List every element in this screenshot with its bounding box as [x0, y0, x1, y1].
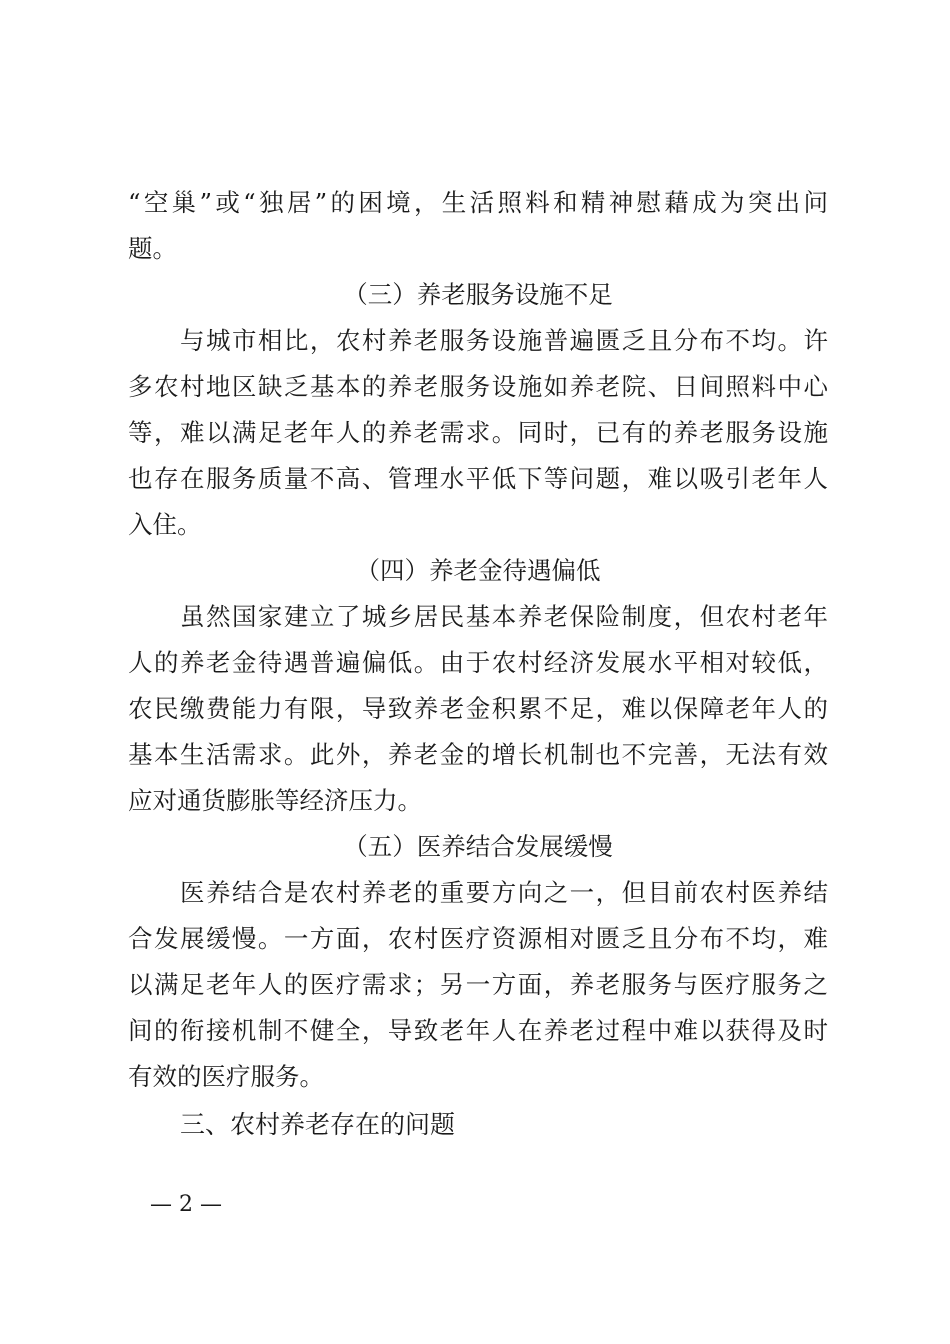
paragraph-line: “空巢”或“独居”的困境，生活照料和精神慰藉成为突出问 — [128, 188, 828, 217]
subheading-section-3: （三）养老服务设施不足 — [343, 280, 613, 309]
section-heading-3: 三、农村养老存在的问题 — [180, 1110, 456, 1139]
paragraph-line: 医养结合是农村养老的重要方向之一，但目前农村医养结 — [180, 878, 828, 907]
paragraph-line: 人的养老金待遇普遍偏低。由于农村经济发展水平相对较低， — [128, 648, 828, 677]
subheading-section-4: （四）养老金待遇偏低 — [355, 556, 601, 585]
paragraph-line: 应对通货膨胀等经济压力。 — [128, 786, 422, 815]
subheading-section-5: （五）医养结合发展缓慢 — [343, 832, 613, 861]
paragraph-line: 入住。 — [128, 510, 202, 539]
paragraph-line: 题。 — [128, 234, 177, 263]
paragraph-line: 农民缴费能力有限，导致养老金积累不足，难以保障老年人的 — [128, 694, 828, 723]
paragraph-line: 多农村地区缺乏基本的养老服务设施如养老院、日间照料中心 — [128, 372, 828, 401]
paragraph-line: 与城市相比，农村养老服务设施普遍匮乏且分布不均。许 — [180, 326, 828, 355]
paragraph-line: 有效的医疗服务。 — [128, 1062, 324, 1091]
paragraph-line: 虽然国家建立了城乡居民基本养老保险制度，但农村老年 — [180, 602, 828, 631]
paragraph-line: 等，难以满足老年人的养老需求。同时，已有的养老服务设施 — [128, 418, 828, 447]
paragraph-line: 以满足老年人的医疗需求；另一方面，养老服务与医疗服务之 — [128, 970, 828, 999]
paragraph-line: 合发展缓慢。一方面，农村医疗资源相对匮乏且分布不均，难 — [128, 924, 828, 953]
paragraph-line: 基本生活需求。此外，养老金的增长机制也不完善，无法有效 — [128, 740, 828, 769]
paragraph-line: 间的衔接机制不健全，导致老年人在养老过程中难以获得及时 — [128, 1016, 828, 1045]
page-number: — 2 — — [150, 1192, 222, 1217]
paragraph-line: 也存在服务质量不高、管理水平低下等问题，难以吸引老年人 — [128, 464, 828, 493]
